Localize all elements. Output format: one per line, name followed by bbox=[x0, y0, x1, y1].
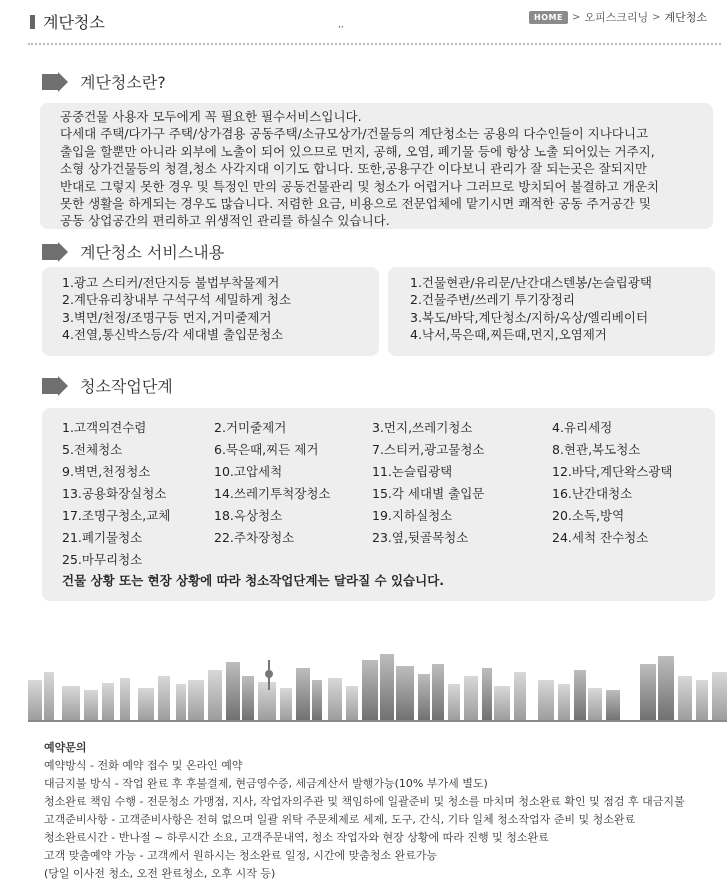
section-heading-text: 계단청소 서비스내용 bbox=[80, 243, 225, 262]
step-item: 15.각 세대별 출입문 bbox=[372, 486, 485, 501]
section-heading-text: 청소작업단계 bbox=[80, 377, 173, 396]
step-item: 14.쓰레기투척장청소 bbox=[214, 486, 331, 501]
intro-line: 못한 생활을 하게되는 경우도 많습니다. 저렴한 요금, 비용으로 전문업체에 맡기시면 쾌적한 공동 주거공간 및 bbox=[60, 196, 651, 212]
step-item: 24.세척 잔수청소 bbox=[552, 530, 649, 545]
title-bar-icon bbox=[30, 15, 35, 29]
reservation-line: (당일 이사전 청소, 오전 완료청소, 오후 시작 등) bbox=[44, 867, 276, 880]
step-item: 22.주차장청소 bbox=[214, 530, 295, 545]
reservation-line: 청소완료시간 - 반나절 ~ 하루시간 소요, 고객주문내역, 청소 작업자와 현장 상황에 따라 진행 및 청소완료 bbox=[44, 831, 549, 844]
step-item: 17.조명구청소,교체 bbox=[62, 508, 171, 523]
intro-line: 다세대 주택/다가구 주택/상가겸용 공동주택/소규모상가/건물등의 계단청소는 공용의 다수인들이 지나다니고 bbox=[60, 126, 649, 142]
steps-panel bbox=[42, 408, 715, 601]
step-item: 11.논슬립광택 bbox=[372, 464, 453, 479]
service-item: 2.건물주변/쓰레기 투기장정리 bbox=[410, 292, 576, 308]
service-item: 1.광고 스티커/전단지등 불법부착물제거 bbox=[62, 275, 280, 290]
step-item: 25.마무리청소 bbox=[62, 552, 143, 567]
page-title-text: 계단청소 bbox=[43, 13, 105, 32]
intro-line: 출입을 할뿐만 아니라 외부에 노출이 되어 있으므로 먼지, 공해, 오염, 폐기물 등에 항상 노출 되어있는 거주지, bbox=[60, 143, 655, 159]
breadcrumb-current: 계단청소 bbox=[664, 11, 707, 24]
step-item: 12.바닥,계단왁스광택 bbox=[552, 464, 673, 479]
reservation-line: 예약방식 - 전화 예약 접수 및 온라인 예약 bbox=[44, 759, 243, 772]
reservation-line: 대금지불 방식 - 작업 완료 후 후불결제, 현금영수증, 세금계산서 발행가능(10% 부가세 별도) bbox=[44, 777, 488, 790]
step-item: 23.옆,뒷골목청소 bbox=[372, 530, 469, 545]
arrow-marker-icon bbox=[42, 72, 68, 92]
step-item: 20.소독,방역 bbox=[552, 508, 625, 523]
page-title bbox=[30, 10, 105, 33]
service-item: 3.벽면/천정/조명구등 먼지,거미줄제거 bbox=[62, 309, 272, 325]
intro-line: 공동 상업공간의 편리하고 위생적인 관리를 하실수 있습니다. bbox=[60, 213, 390, 229]
step-item: 21.폐기물청소 bbox=[62, 530, 143, 545]
section-heading-steps bbox=[42, 374, 173, 397]
step-item: 5.전체청소 bbox=[62, 442, 123, 457]
service-item: 4.전열,통신박스등/각 세대별 출입문청소 bbox=[62, 327, 284, 343]
header-mark: ,, bbox=[338, 20, 344, 30]
step-item: 18.옥상청소 bbox=[214, 508, 283, 523]
breadcrumb bbox=[529, 9, 707, 25]
arrow-marker-icon bbox=[42, 242, 68, 262]
step-item: 16.난간대청소 bbox=[552, 486, 633, 501]
service-item: 3.복도/바닥,계단청소/지하/옥상/엘리베이터 bbox=[410, 309, 649, 325]
services-panel-right bbox=[388, 267, 715, 356]
section-heading-services bbox=[42, 240, 224, 263]
breadcrumb-office-cleaning[interactable]: 오피스크리닝 bbox=[584, 11, 649, 24]
reservation-info bbox=[44, 739, 724, 883]
service-item: 4.낙서,묵은때,찌든때,먼지,오염제거 bbox=[410, 327, 607, 343]
section-heading-intro bbox=[42, 70, 166, 93]
chevron-right-icon: > bbox=[571, 11, 581, 23]
reservation-line: 청소완료 책임 수행 - 전문청소 가맹점, 지사, 작업자의주관 및 책임하에 일괄준비 및 청소를 마치며 청소완료 확인 및 점검 후 대금지불 bbox=[44, 795, 685, 808]
step-item: 1.고객의견수렴 bbox=[62, 420, 147, 435]
section-heading-text: 계단청소란? bbox=[80, 73, 166, 92]
step-item: 2.거미줄제거 bbox=[214, 420, 287, 435]
step-item: 13.공용화장실청소 bbox=[62, 486, 167, 501]
step-item: 7.스티커,광고물청소 bbox=[372, 442, 485, 457]
home-link[interactable]: HOME bbox=[529, 11, 568, 24]
step-item: 6.묵은때,찌든 제거 bbox=[214, 442, 319, 457]
reservation-line: 고객준비사항 - 고객준비사항은 전혀 없으며 일괄 위탁 주문체제로 세제, 도구, 간식, 기타 일체 청소작업자 준비 및 청소완료 bbox=[44, 813, 636, 826]
step-item: 3.먼지,쓰레기청소 bbox=[372, 420, 473, 435]
steps-note: 건물 상황 또는 현장 상황에 따라 청소작업단계는 달라질 수 있습니다. bbox=[62, 573, 445, 588]
chevron-right-icon: > bbox=[652, 11, 661, 23]
step-item: 10.고압세척 bbox=[214, 464, 283, 479]
intro-line: 반대로 그렇지 못한 경우 및 특정인 만의 공동건물관리 및 청소가 어렵거나 그러므로 방치되어 불결하고 개운치 bbox=[60, 178, 660, 194]
step-item: 4.유리세정 bbox=[552, 420, 613, 435]
city-skyline-image bbox=[28, 650, 727, 722]
step-item: 9.벽면,천정청소 bbox=[62, 464, 151, 479]
arrow-marker-icon bbox=[42, 376, 68, 396]
service-item: 2.계단유리창내부 구석구석 세밀하게 청소 bbox=[62, 292, 292, 308]
reservation-line: 고객 맞춤예약 가능 - 고객께서 원하시는 청소완료 일정, 시간에 맞춤청소 완료가능 bbox=[44, 849, 438, 862]
step-item: 19.지하실청소 bbox=[372, 508, 453, 523]
step-item: 8.현관,복도청소 bbox=[552, 442, 641, 457]
reservation-title: 예약문의 bbox=[44, 741, 87, 754]
services-panel-left bbox=[42, 267, 379, 356]
intro-line: 소형 상가건물등의 청결,청소 사각지대 이기도 합니다. 또한,공용구간 이다보니 관리가 잘 되는곳은 잘되지만 bbox=[60, 161, 647, 177]
header-divider bbox=[28, 43, 721, 45]
intro-panel bbox=[40, 103, 713, 229]
intro-line: 공중건물 사용자 모두에게 꼭 필요한 필수서비스입니다. bbox=[60, 109, 362, 124]
service-item: 1.건물현관/유리문/난간대스텐봉/논슬립광택 bbox=[410, 275, 652, 290]
